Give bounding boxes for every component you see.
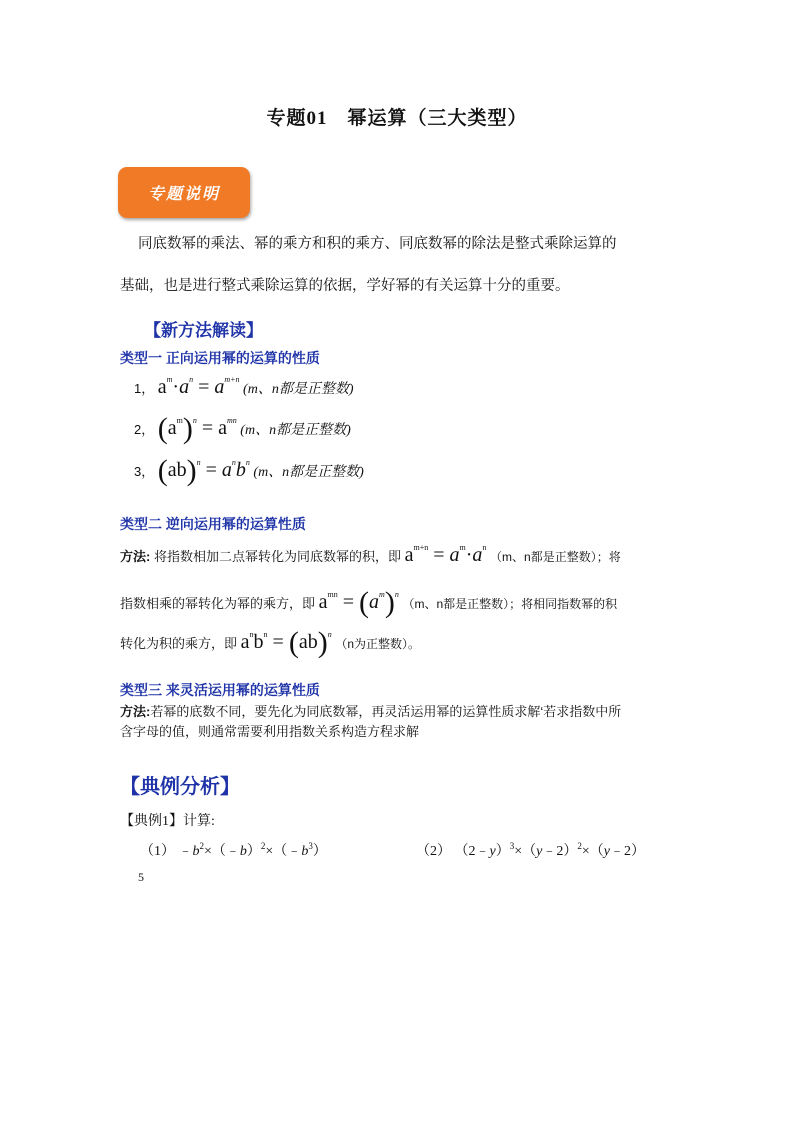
type2-formula-1: $a^{m+n} = a^m\cdot a^n$ (404, 543, 487, 566)
example-heading: 【典例分析】 (120, 776, 240, 798)
rule-1-note: (m、n都是正整数) (243, 382, 354, 397)
intro-line-1: 同底数幂的乘法、幂的乘方和积的乘方、同底数幂的除法是整式乘除运算的 (138, 236, 617, 252)
section-badge-label: 专题说明 (147, 186, 220, 203)
type3-line-2: 含字母的值，则通常需要利用指数关系构造方程求解 (120, 724, 420, 739)
type3-method-label: 方法: (120, 704, 151, 719)
type3-line-1 (120, 701, 621, 720)
example-1-item-1 (140, 840, 327, 860)
rule-2-note: (m、n都是正整数) (240, 423, 351, 438)
rule-3-number: 3， (134, 464, 155, 479)
type2-line-1 (120, 543, 621, 567)
example-1-item-2 (416, 840, 645, 860)
example-1-item-1-expression: $﹣b^2\times(﹣b)^2\times(﹣b^3)$ (178, 841, 327, 859)
type2-line-2-text: 指数相乘的幂转化为幂的乘方，即 (120, 596, 316, 611)
example-1-continuation: 5 (138, 870, 144, 884)
type2-line-1-text: 将指数相加二点幂转化为同底数幂的积，即 (153, 549, 401, 564)
example-1-item-2-expression: （2﹣y）$^3$×（y﹣2）$^2$×（y﹣2） (454, 841, 645, 859)
type2-formula-2: $a^{mn} = (a^m)^n$ (318, 586, 399, 619)
rule-2 (134, 412, 351, 446)
type3-line-1-text: 若幂的底数不同，要先化为同底数幂，再灵活运用幂的运算性质求解‘若求指数中所 (150, 704, 622, 719)
type1-heading: 类型一 正向运用幂的运算的性质 (120, 350, 320, 366)
type2-heading: 类型二 逆向运用幂的运算性质 (120, 516, 306, 532)
page-title: 专题01 幂运算（三大类型） (266, 108, 528, 129)
example-1-label: 【典例1】计算: (120, 814, 215, 829)
rule-2-formula: $(a^m)^n = a^{mn}$ (157, 412, 237, 445)
rule-1 (134, 375, 353, 399)
type2-line-3-text: 转化为积的乘方，即 (120, 636, 238, 651)
type2-line-3 (120, 626, 420, 660)
type2-line-1-note: （m、n都是正整数）；将 (490, 550, 621, 564)
rule-1-number: 1， (134, 381, 155, 396)
type2-formula-3: $a^nb^n = (ab)^n$ (240, 626, 332, 659)
rule-3 (134, 454, 364, 488)
type3-heading: 类型三 来灵活运用幂的运算性质 (120, 682, 320, 698)
new-method-heading: 【新方法解读】 (144, 321, 263, 340)
type2-line-2-note: （m、n都是正整数）；将相同指数幂的积 (402, 597, 618, 611)
section-badge (118, 167, 250, 218)
type2-line-2 (120, 586, 617, 620)
rule-2-number: 2， (134, 422, 155, 437)
example-1-item-1-number: （1） (140, 844, 175, 859)
rule-3-formula: $(ab)^n = a^nb^n$ (157, 454, 250, 487)
rule-1-formula: $a^m\cdot a^n = a^{m+n}$ (157, 375, 240, 398)
intro-line-2: 基础，也是进行整式乘除运算的依据，学好幂的有关运算十分的重要。 (120, 278, 570, 294)
rule-3-note: (m、n都是正整数) (253, 465, 364, 480)
type2-method-label: 方法: (120, 549, 151, 564)
type2-line-3-note: （n为正整数）。 (335, 637, 421, 651)
example-1-item-2-number: （2） (416, 844, 451, 859)
